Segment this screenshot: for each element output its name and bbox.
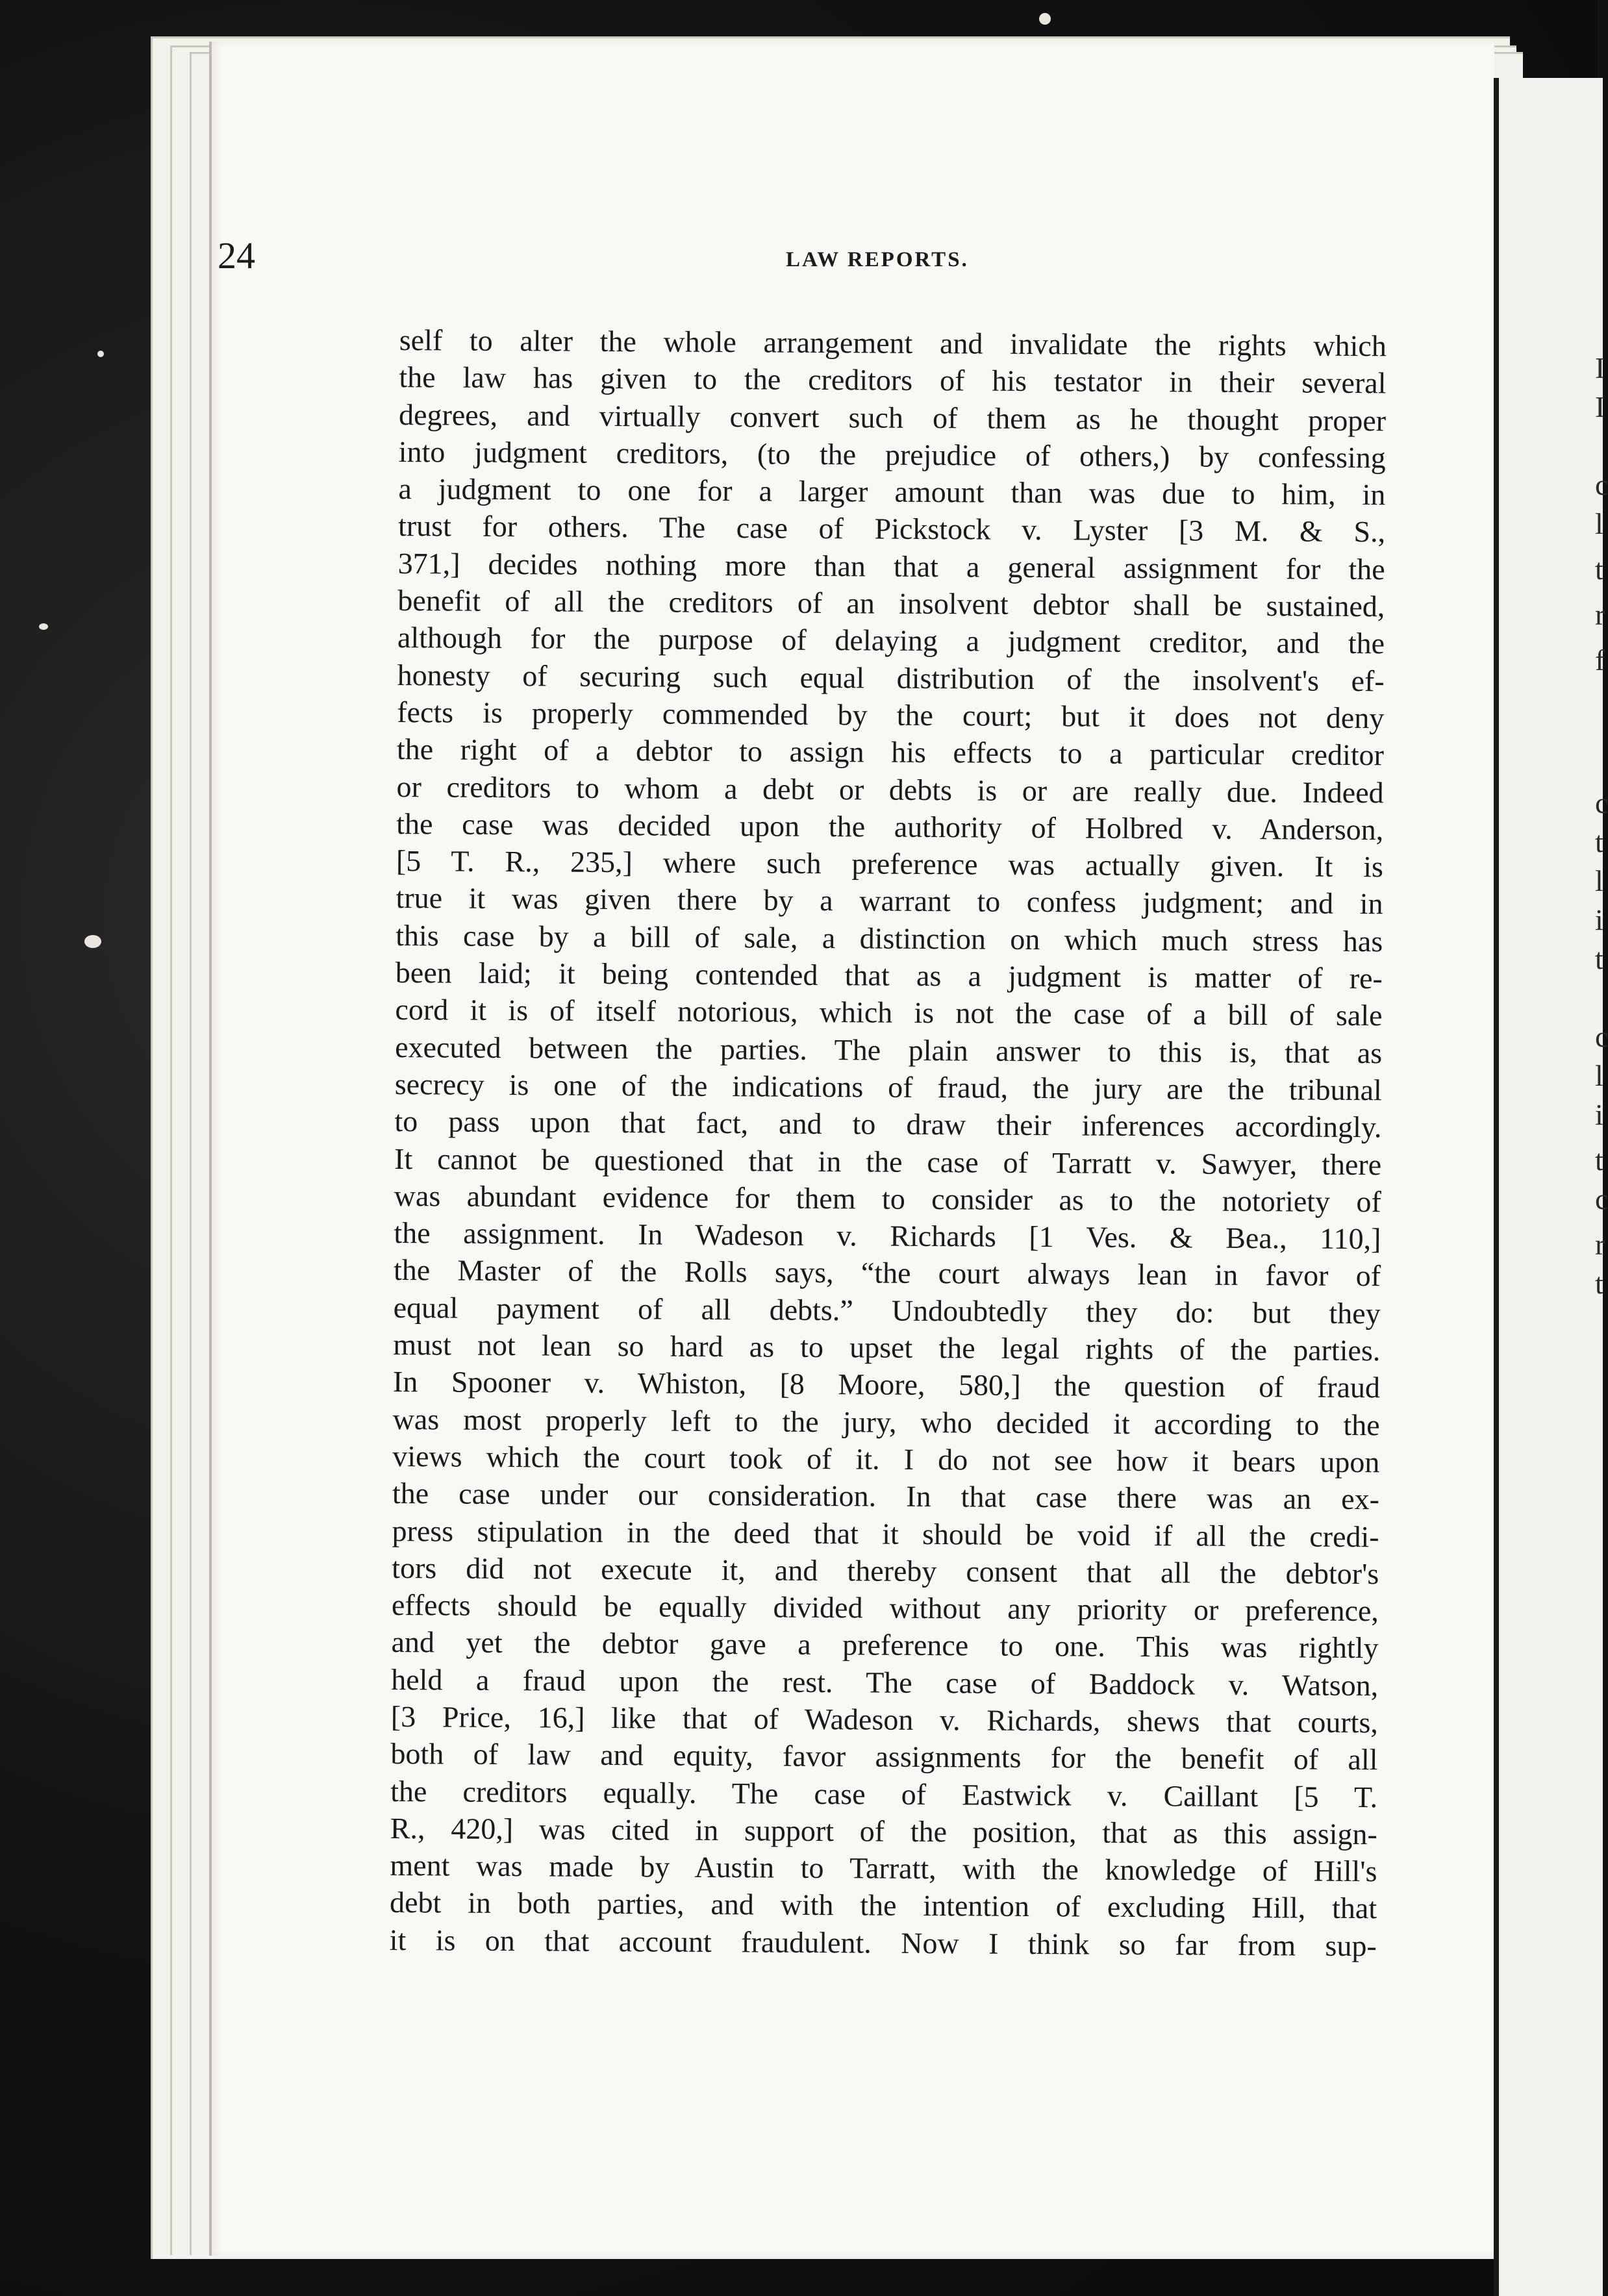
text-line: the creditors equally. The case of Eastwick v. Caillant [5 T. xyxy=(390,1774,1378,1814)
text-line: must not lean so hard as to upset the legal rights of the parties. xyxy=(393,1327,1381,1367)
text-line: equal payment of all debts.” Undoubtedly they do: but they xyxy=(393,1290,1381,1330)
facing-page-letter: I xyxy=(1595,351,1605,384)
text-line: true it was given there by a warrant to confess judgment; and in xyxy=(396,881,1383,921)
text-line: a judgment to one for a larger amount than was due to him, in xyxy=(398,472,1386,512)
facing-page-letter: l xyxy=(1595,864,1603,897)
facing-page-letter: t xyxy=(1595,825,1603,858)
facing-page-letter: l xyxy=(1595,507,1603,540)
running-head xyxy=(0,234,1598,286)
text-line: and yet the debtor gave a preference to one. This was rightly xyxy=(391,1625,1379,1665)
text-line: the law has given to the creditors of his testator in their several xyxy=(399,360,1387,400)
text-line: was most properly left to the jury, who decided it according to the xyxy=(392,1402,1380,1441)
dust-speck xyxy=(1039,13,1051,25)
facing-page-letter: i xyxy=(1595,1098,1603,1131)
facing-page-letter: t xyxy=(1595,1143,1603,1177)
text-line: the case under our consideration. In that case there was an ex- xyxy=(392,1477,1380,1516)
text-line: or creditors to whom a debt or debts is or are really due. Indeed xyxy=(396,769,1384,809)
dust-speck xyxy=(84,935,101,948)
facing-page-edge xyxy=(1494,78,1608,2296)
text-line: it is on that account fraudulent. Now I think so far from sup- xyxy=(389,1923,1377,1963)
dust-speck xyxy=(97,351,104,357)
text-line: effects should be equally divided without any priority or preference, xyxy=(391,1588,1379,1628)
text-line: R., 420,] was cited in support of the position, that as this assign- xyxy=(390,1811,1377,1851)
text-line: this case by a bill of sale, a distinction on which much stress has xyxy=(396,918,1383,958)
facing-page-letter: l xyxy=(1595,1059,1603,1092)
text-line: been laid; it being contended that as a judgment is matter of re- xyxy=(395,956,1383,995)
text-line: ment was made by Austin to Tarratt, with the knowledge of Hill's xyxy=(390,1849,1377,1888)
text-line: [3 Price, 16,] like that of Wadeson v. Richards, shews that courts, xyxy=(390,1699,1379,1740)
text-line: was abundant evidence for them to consider as to the notoriety of xyxy=(394,1179,1381,1219)
text-line: benefit of all the creditors of an insolvent debtor shall be sustained, xyxy=(397,584,1385,623)
text-line: honesty of securing such equal distribution of the insolvent's ef- xyxy=(397,658,1385,697)
facing-page-letter: c xyxy=(1595,468,1608,501)
facing-page-letter: t xyxy=(1595,553,1603,586)
text-line: self to alter the whole arrangement and invalidate the rights which xyxy=(399,323,1387,363)
body-text xyxy=(390,321,1387,1964)
text-line: both of law and equity, favor assignments for the benefit of all xyxy=(390,1737,1378,1777)
text-line: [5 T. R., 235,] where such preference was actually given. It is xyxy=(396,844,1384,884)
facing-page-letter: t xyxy=(1595,942,1603,975)
text-line: In Spooner v. Whiston, [8 Moore, 580,] the question of fraud xyxy=(392,1365,1381,1404)
text-line: degrees, and virtually convert such of them as he thought proper xyxy=(398,397,1387,437)
text-line: held a fraud upon the rest. The case of Baddock v. Watson, xyxy=(391,1662,1379,1702)
text-line: executed between the parties. The plain answer to this is, that as xyxy=(395,1030,1383,1069)
text-line: cord it is of itself notorious, which is not the case of a bill of sale xyxy=(395,993,1383,1032)
text-line: the Master of the Rolls says, “the court always lean in favor of xyxy=(393,1253,1381,1293)
text-line: the case was decided upon the authority of Holbred v. Anderson, xyxy=(396,806,1384,847)
text-line: the right of a debtor to assign his effects to a particular creditor xyxy=(396,732,1385,772)
facing-page-letter: c xyxy=(1595,1182,1608,1216)
text-line: although for the purpose of delaying a judgment creditor, and the xyxy=(397,621,1385,660)
text-line: into judgment creditors, (to the prejudice of others,) by confessing xyxy=(398,434,1386,475)
facing-page-letter: f xyxy=(1595,643,1605,677)
facing-page-letter: c xyxy=(1595,1020,1608,1053)
page-number: 24 xyxy=(218,234,255,277)
text-line: fects is properly commended by the court; but it does not deny xyxy=(397,695,1385,735)
dust-speck xyxy=(39,623,48,630)
text-line: the assignment. In Wadeson v. Richards [1 Ves. & Bea., 110,] xyxy=(394,1216,1381,1256)
text-line: press stipulation in the deed that it should be void if all the credi- xyxy=(392,1514,1379,1553)
facing-page-letter: c xyxy=(1595,786,1608,819)
facing-page-letter: I xyxy=(1595,390,1605,423)
text-line: It cannot be questioned that in the case of Tarratt v. Sawyer, there xyxy=(394,1142,1382,1181)
facing-page-letter: r xyxy=(1595,598,1605,631)
page-heading: LAW REPORTS. xyxy=(786,248,969,271)
facing-page-letter: r xyxy=(1595,1228,1605,1261)
text-line: tors did not execute it, and thereby consent that all the debtor's xyxy=(392,1551,1379,1591)
facing-page-letter: i xyxy=(1595,903,1603,936)
facing-page-letter: t xyxy=(1595,1267,1603,1300)
text-line: 371,] decides nothing more than that a general assignment for the xyxy=(397,546,1385,586)
text-line: views which the court took of it. I do not see how it bears upon xyxy=(392,1439,1380,1479)
text-line: to pass upon that fact, and to draw their inferences accordingly. xyxy=(394,1104,1382,1144)
text-line: secrecy is one of the indications of fraud, the jury are the tribunal xyxy=(394,1067,1382,1107)
text-line: debt in both parties, and with the intention of excluding Hill, that xyxy=(389,1886,1377,1925)
text-line: trust for others. The case of Pickstock v. Lyster [3 M. & S., xyxy=(397,509,1386,549)
